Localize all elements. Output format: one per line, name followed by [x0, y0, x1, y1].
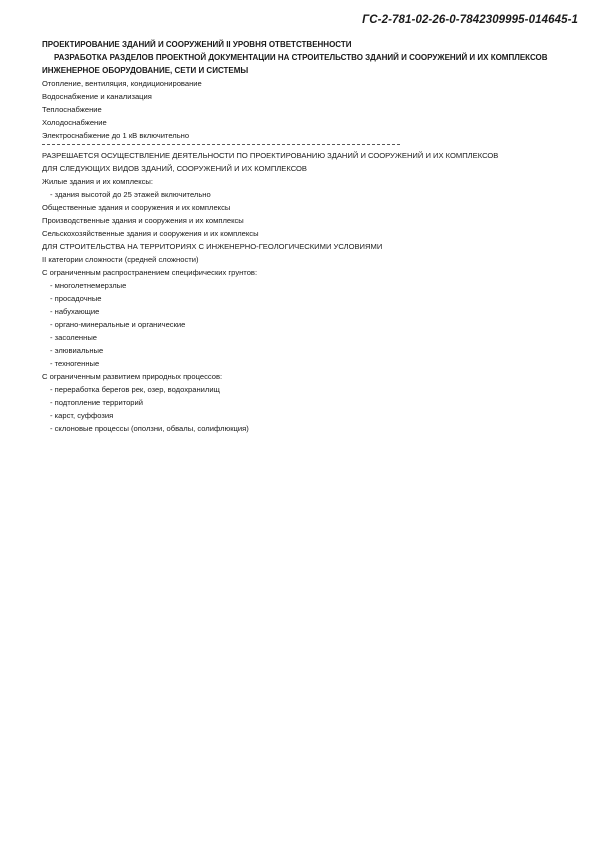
building-types-title: ДЛЯ СЛЕДУЮЩИХ ВИДОВ ЗДАНИЙ, СООРУЖЕНИЙ И ИХ КОМПЛЕКСОВ	[42, 164, 307, 173]
engineering-item: Теплоснабжение	[42, 105, 102, 114]
engineering-item: Холодоснабжение	[42, 118, 107, 127]
section2-title: РАЗРЕШАЕТСЯ ОСУЩЕСТВЛЕНИЕ ДЕЯТЕЛЬНОСТИ ПО ПРОЕКТИРОВАНИЮ ЗДАНИЙ И СООРУЖЕНИЙ И ИХ КОМПЛЕКСОВ	[42, 151, 499, 160]
engineering-item: Электроснабжение до 1 кВ включительно	[42, 131, 190, 140]
soil-item: - просадочные	[50, 294, 102, 303]
soil-item: - многолетнемерзлые	[50, 281, 127, 290]
engineering-item: Отопление, вентиляция, кондиционирование	[42, 79, 202, 88]
process-item: - склоновые процессы (оползни, обвалы, солифлюкция)	[50, 424, 249, 433]
process-item: - подтопление территорий	[50, 398, 144, 407]
processes-title: С ограниченным развитием природных процессов:	[42, 372, 223, 381]
soil-item: - техногенные	[50, 359, 100, 368]
engineering-item: Водоснабжение и канализация	[42, 92, 152, 101]
section1-title: ПРОЕКТИРОВАНИЕ ЗДАНИЙ И СООРУЖЕНИЙ II УРОВНЯ ОТВЕТСТВЕННОСТИ	[42, 40, 352, 49]
process-item: - переработка берегов рек, озер, водохранилищ	[50, 385, 220, 394]
industrial-buildings: Производственные здания и сооружения и их комплексы	[42, 216, 244, 225]
soil-item: - органо-минеральные и органические	[50, 320, 186, 329]
soil-item: - элювиальные	[50, 346, 104, 355]
public-buildings: Общественные здания и сооружения и их комплексы	[42, 203, 231, 212]
complexity-category: II категории сложности (средней сложности)	[42, 255, 199, 264]
residential-sub-item: - здания высотой до 25 этажей включительно	[50, 190, 211, 199]
soil-item: - засоленные	[50, 333, 98, 342]
section1-subtitle: РАЗРАБОТКА РАЗДЕЛОВ ПРОЕКТНОЙ ДОКУМЕНТАЦИИ НА СТРОИТЕЛЬСТВО ЗДАНИЙ И СООРУЖЕНИЙ И ИХ КОМПЛЕКСОВ	[54, 53, 548, 62]
residential-buildings: Жилые здания и их комплексы:	[42, 177, 153, 186]
territory-conditions-title: ДЛЯ СТРОИТЕЛЬСТВА НА ТЕРРИТОРИЯХ С ИНЖЕНЕРНО-ГЕОЛОГИЧЕСКИМИ УСЛОВИЯМИ	[42, 242, 383, 251]
soil-item: - набухающие	[50, 307, 100, 316]
document-number: ГС-2-781-02-26-0-7842309995-014645-1	[362, 14, 578, 26]
document-body	[42, 40, 562, 437]
soils-title: С ограниченным распространением специфических грунтов:	[42, 268, 258, 277]
agricultural-buildings: Сельскохозяйственные здания и сооружения и их комплексы	[42, 229, 259, 238]
section-divider	[42, 144, 400, 145]
process-item: - карст, суффозия	[50, 411, 114, 420]
engineering-title: ИНЖЕНЕРНОЕ ОБОРУДОВАНИЕ, СЕТИ И СИСТЕМЫ	[42, 66, 249, 75]
